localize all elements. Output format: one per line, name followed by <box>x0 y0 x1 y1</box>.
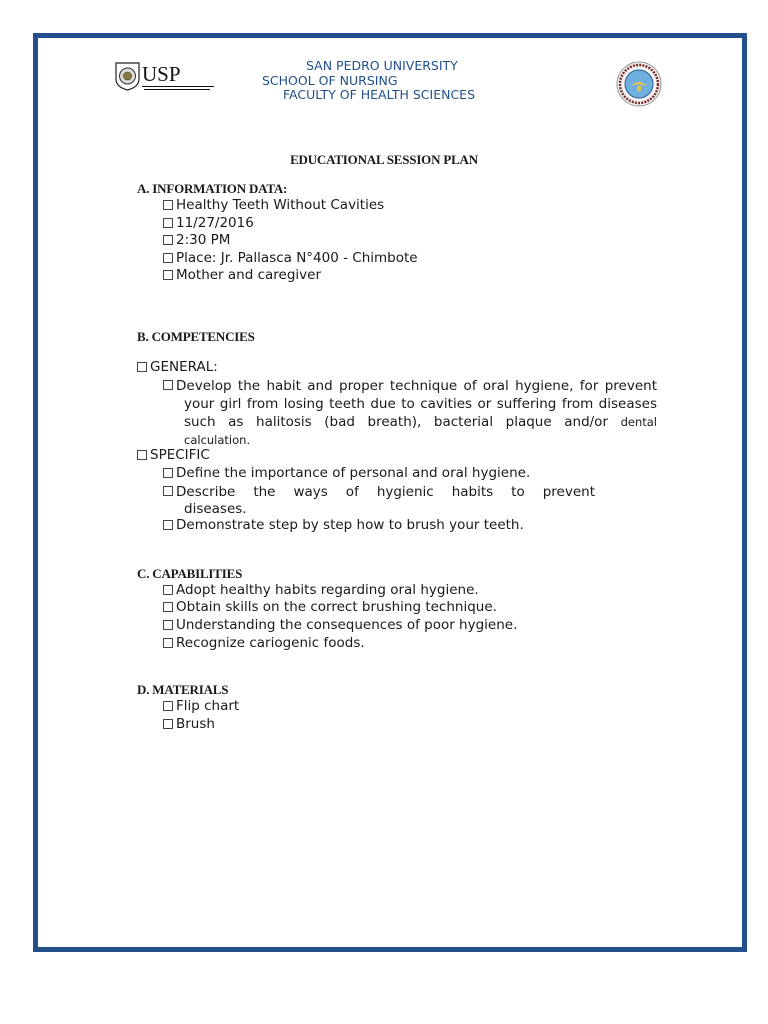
usp-seal-icon <box>114 61 141 91</box>
bullet-box-icon <box>163 719 173 729</box>
list-item: Describe the ways of hygienic habits to prevent <box>176 484 595 500</box>
section-c-heading: C. CAPABILITIES <box>137 566 243 581</box>
general-objective <box>176 377 657 449</box>
list-item: 2:30 PM <box>163 232 230 249</box>
general-objective-tail: dental calculation. <box>184 415 657 447</box>
list-item: Define the importance of personal and oral hygiene. <box>163 465 530 482</box>
bullet-box-icon <box>163 602 173 612</box>
list-item: Place: Jr. Pallasca N°400 - Chimbote <box>163 250 418 267</box>
section-a-heading: A. INFORMATION DATA: <box>137 181 288 196</box>
bullet-box-icon <box>163 638 173 648</box>
bullet-box-icon <box>163 200 173 210</box>
bullet-box-icon <box>163 218 173 228</box>
bullet-box-icon <box>163 585 173 595</box>
bullet-box-icon <box>163 235 173 245</box>
list-item: Mother and caregiver <box>163 267 321 284</box>
bullet-box-icon <box>163 620 173 630</box>
usp-logo-subrule <box>144 89 210 93</box>
general-bullet <box>163 377 176 394</box>
bullet-box-icon <box>163 486 173 496</box>
faculty-seal-icon <box>616 61 662 107</box>
general-objective-text: Develop the habit and proper technique of oral hygiene, for prevent your girl from losing teeth due to cavities or suffering from diseases such as halitosis (bad breath), bacterial plaque and/or <box>176 378 657 430</box>
list-item-bullet <box>163 483 176 500</box>
bullet-box-icon <box>137 450 147 460</box>
list-item: Understanding the consequences of poor hygiene. <box>163 617 517 634</box>
section-b-heading: B. COMPETENCIES <box>137 329 255 344</box>
usp-logo <box>114 61 214 93</box>
list-item: Recognize cariogenic foods. <box>163 635 365 652</box>
bullet-box-icon <box>163 380 173 390</box>
school-name: SCHOOL OF NURSING <box>262 73 398 88</box>
list-item: Obtain skills on the correct brushing technique. <box>163 599 497 616</box>
section-d-heading: D. MATERIALS <box>137 682 229 697</box>
bullet-box-icon <box>137 362 147 372</box>
list-item: Adopt healthy habits regarding oral hygiene. <box>163 582 479 599</box>
bullet-box-icon <box>163 468 173 478</box>
bullet-box-icon <box>163 701 173 711</box>
usp-logo-text: USP <box>142 62 181 86</box>
list-item: Demonstrate step by step how to brush your teeth. <box>163 517 524 534</box>
list-item: Brush <box>163 716 215 733</box>
specific-label: SPECIFIC <box>137 447 210 464</box>
bullet-box-icon <box>163 520 173 530</box>
university-name: SAN PEDRO UNIVERSITY <box>306 58 458 73</box>
list-item-continuation: diseases. <box>184 501 247 517</box>
general-label: GENERAL: <box>137 359 218 376</box>
list-item: Flip chart <box>163 698 239 715</box>
page-title: EDUCATIONAL SESSION PLAN <box>290 152 478 167</box>
bullet-box-icon <box>163 270 173 280</box>
bullet-box-icon <box>163 253 173 263</box>
usp-logo-rule <box>142 86 214 87</box>
list-item: 11/27/2016 <box>163 215 254 232</box>
list-item: Healthy Teeth Without Cavities <box>163 197 384 214</box>
faculty-name: FACULTY OF HEALTH SCIENCES <box>283 87 475 102</box>
